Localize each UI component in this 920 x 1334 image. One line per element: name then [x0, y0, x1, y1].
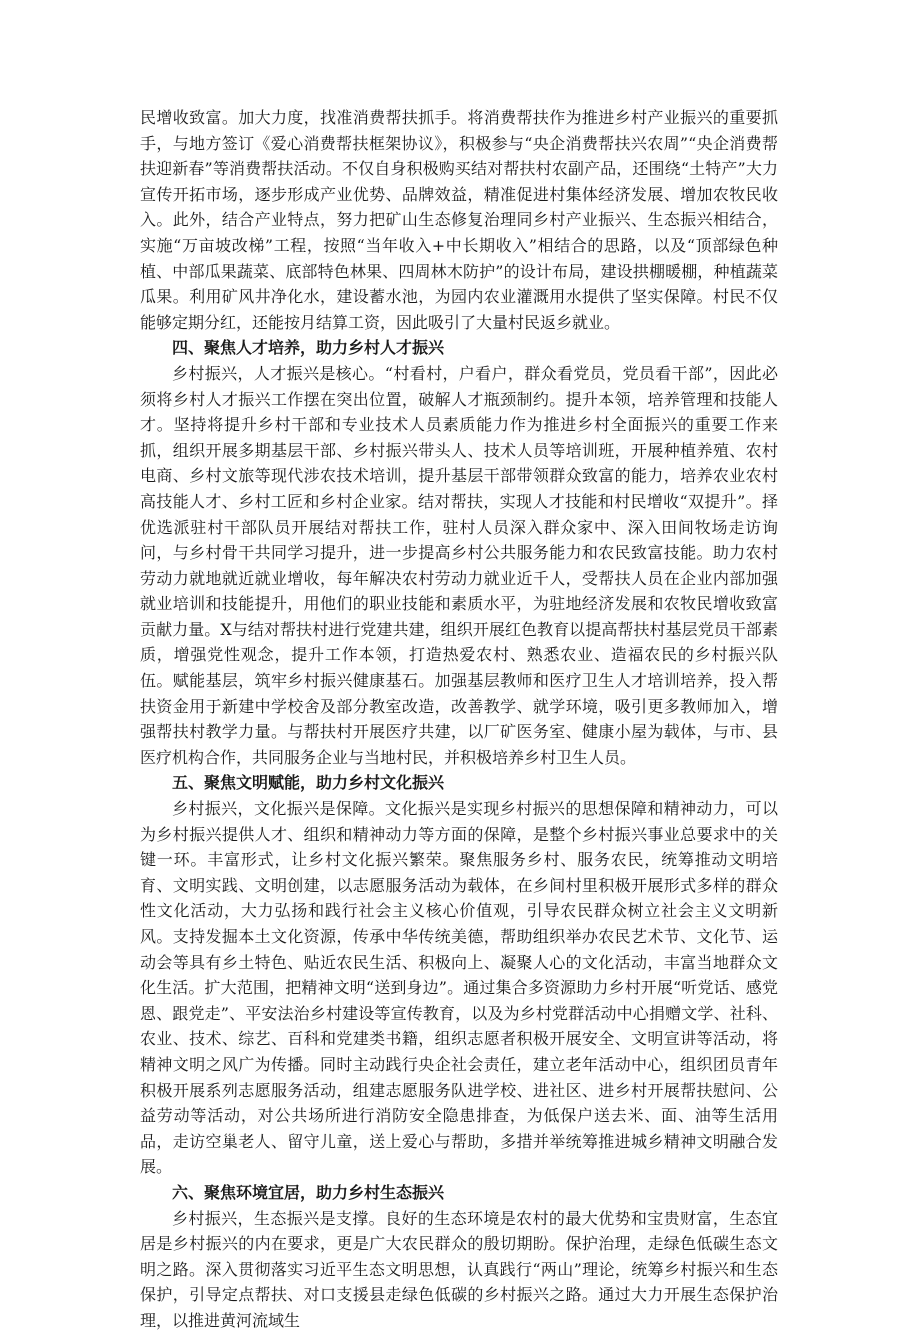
- section-5-paragraph: 乡村振兴，文化振兴是保障。文化振兴是实现乡村振兴的思想保障和精神动力，可以为乡村振兴提供人才、组织和精神动力等方面的保障，是整个乡村振兴事业总要求中的关键一环。丰富形式，让乡村文化振兴繁荣。聚焦服务乡村、服务农民，统筹推动文明培育、文明实践、文明创建，以志愿服务活动为载体，在乡间村里积极开展形式多样的群众性文化活动，大力弘扬和践行社会主义核心价值观，引导农民群众树立社会主义文明新风。支持发掘本土文化资源，传承中华传统美德，帮助组织举办农民艺术节、文化节、运动会等具有乡土特色、贴近农民生活、积极向上、凝聚人心的文化活动，丰富当地群众文化生活。扩大范围，把精神文明“送到身边”。通过集合多资源助力乡村开展“听党话、感党恩、跟党走”、平安法治乡村建设等宣传教育，以及为乡村党群活动中心捐赠文学、社科、农业、技术、综艺、百科和党建类书籍，组织志愿者积极开展安全、文明宣讲等活动，将精神文明之风广为传播。同时主动践行央企社会责任，建立老年活动中心，组织团员青年积极开展系列志愿服务活动，组建志愿服务队进学校、进社区、进乡村开展帮扶慰问、公益劳动等活动，对公共场所进行消防安全隐患排查，为低保户送去米、面、油等生活用品，走访空巢老人、留守儿童，送上爱心与帮助，多措并举统筹推进城乡精神文明融合发展。: [140, 799, 778, 1177]
- section-5-heading: 五、聚焦文明赋能，助力乡村文化振兴: [172, 773, 445, 793]
- section-6-heading: 六、聚焦环境宜居，助力乡村生态振兴: [172, 1182, 445, 1202]
- section-6-paragraph: 乡村振兴，生态振兴是支撑。良好的生态环境是农村的最大优势和宝贵财富，生态宜居是乡村振兴的内在要求，更是广大农民群众的殷切期盼。保护治理，走绿色低碳生态文明之路。深入贯彻落实习近平生态文明思想，认真践行“两山”理论，统筹乡村振兴和生态保护，引导定点帮扶、对口支援县走绿色低碳的乡村振兴之路。通过大力开展生态保护治理，以推进黄河流域生: [140, 1208, 778, 1330]
- section-4-paragraph: 乡村振兴，人才振兴是核心。“村看村，户看户，群众看党员，党员看干部”，因此必须将乡村人才振兴工作摆在突出位置，破解人才瓶颈制约。提升本领，培养管理和技能人才。坚持将提升乡村干部和专业技术人员素质能力作为推进乡村全面振兴的重要工作来抓，组织开展多期基层干部、乡村振兴带头人、技术人员等培训班，开展种植养殖、农村电商、乡村文旅等现代涉农技术培训，提升基层干部带领群众致富的能力，培养农业农村高技能人才、乡村工匠和乡村企业家。结对帮扶，实现人才技能和村民增收“双提升”。择优选派驻村干部队员开展结对帮扶工作，驻村人员深入群众家中、深入田间牧场走访询问，与乡村骨干共同学习提升，进一步提高乡村公共服务能力和农民致富技能。助力农村劳动力就地就近就业增收，每年解决农村劳动力就业近千人，受帮扶人员在企业内部加强就业培训和技能提升，用他们的职业技能和素质水平，为驻地经济发展和农牧民增收致富贡献力量。X与结对帮扶村进行党建共建，组织开展红色教育以提高帮扶村基层党员干部素质，增强党性观念，提升工作本领，打造热爱农村、熟悉农业、造福农民的乡村振兴队伍。赋能基层，筑牢乡村振兴健康基石。加强基层教师和医疗卫生人才培训培养，投入帮扶资金用于新建中学校舍及部分教室改造，改善教学、就学环境，吸引更多教师加入，增强帮扶村教学力量。与帮扶村开展医疗共建，以厂矿医务室、健康小屋为载体，与市、县医疗机构合作，共同服务企业与当地村民，并积极培养乡村卫生人员。: [140, 363, 778, 767]
- intro-paragraph: 民增收致富。加大力度，找准消费帮扶抓手。将消费帮扶作为推进乡村产业振兴的重要抓手，与地方签订《爱心消费帮扶框架协议》，积极参与“央企消费帮扶兴农周”“央企消费帮扶迎新春”等消费帮扶活动。不仅自身积极购买结对帮扶村农副产品，还围绕“土特产”大力宣传开拓市场，逐步形成产业优势、品牌效益，精准促进村集体经济发展、增加农牧民收入。此外，结合产业特点，努力把矿山生态修复治理同乡村产业振兴、生态振兴相结合，实施“万亩坡改梯”工程，按照“当年收入+中长期收入”相结合的思路，以及“顶部绿色种植、中部瓜果蔬菜、底部特色林果、四周林木防护”的设计布局，建设拱棚暖棚，种植蔬菜瓜果。利用矿风井净化水，建设蓄水池，为园内农业灌溉用水提供了坚实保障。村民不仅能够定期分红，还能按月结算工资，因此吸引了大量村民返乡就业。: [140, 108, 778, 332]
- section-4-heading: 四、聚焦人才培养，助力乡村人才振兴: [172, 338, 445, 358]
- document-page: [140, 105, 778, 1334]
